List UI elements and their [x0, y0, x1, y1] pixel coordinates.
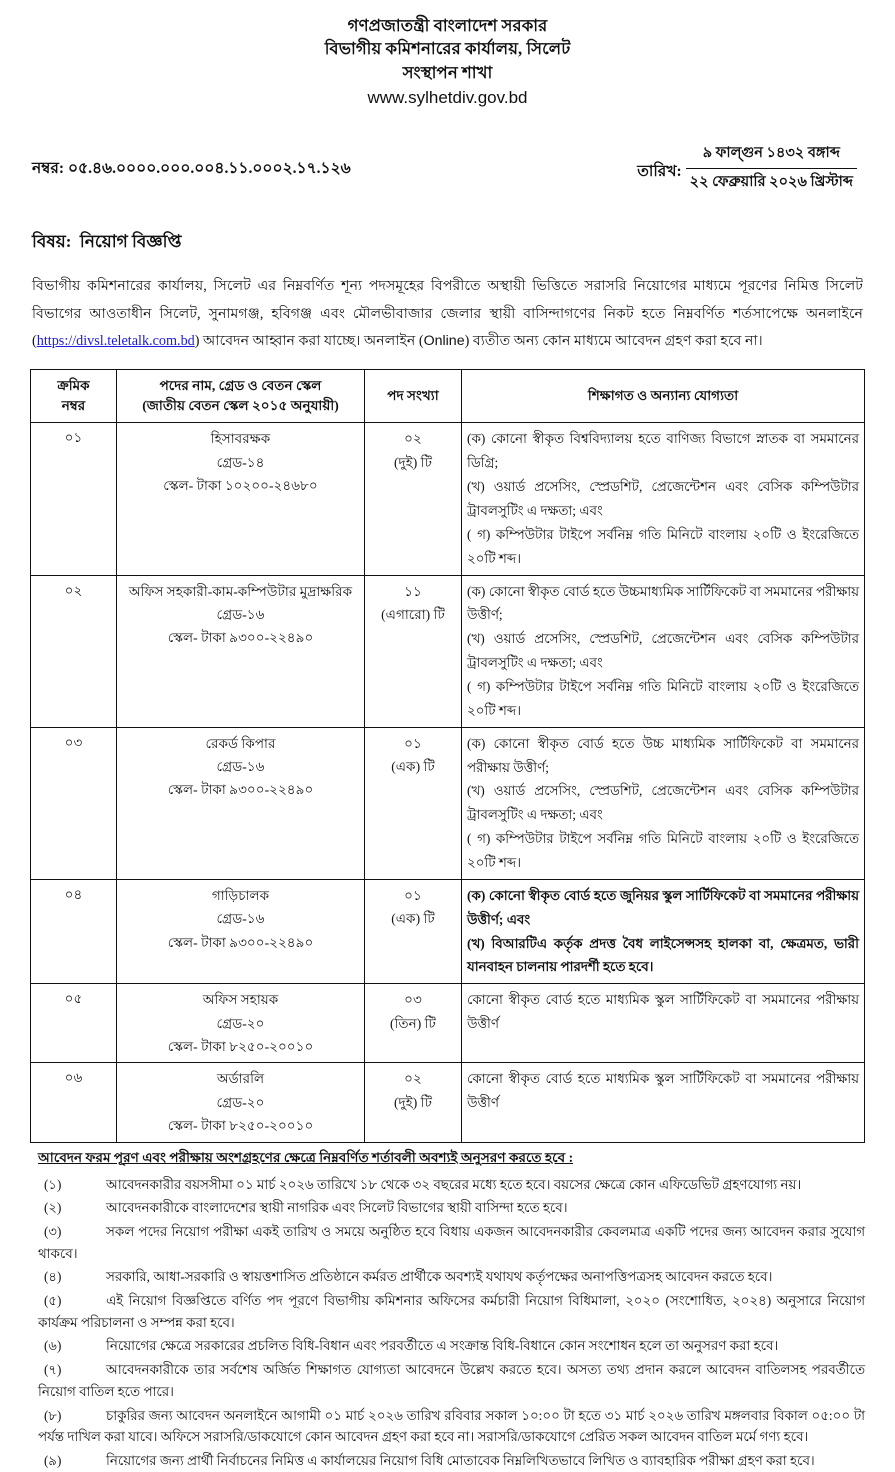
- col-header-post: [117, 370, 365, 423]
- letterhead: [30, 0, 865, 110]
- application-portal-link[interactable]: https://divsl.teletalk.com.bd: [36, 332, 195, 349]
- memo-date-stack: [686, 142, 857, 195]
- post-scale: স্কেল- টাকা ৮২৫০-২০০১০: [167, 1039, 314, 1055]
- table-row: [31, 727, 865, 879]
- condition-number: (৭): [44, 1362, 62, 1378]
- cell-serial: ০৩: [31, 727, 117, 879]
- memo-date-gregorian: ২২ ফেব্রুয়ারি ২০২৬ খ্রিস্টাব্দ: [689, 174, 853, 191]
- count-count-num: ০১: [404, 735, 422, 751]
- condition-number: (৪): [44, 1269, 62, 1285]
- qualification-item: (ক) কোনো স্বীকৃত বিশ্ববিদ্যালয় হতে বাণিজ্য বিভাগে স্নাতক বা সমমানের ডিগ্রি;: [467, 431, 859, 471]
- subject-line: [30, 229, 865, 257]
- table-row: [31, 423, 865, 575]
- post-scale: স্কেল- টাকা ৯৩০০-২২৪৯০: [167, 630, 314, 646]
- qualification-item: (খ) বিআরটিএ কর্তৃক প্রদত্ত বৈধ লাইসেন্সসহ হালকা বা, ক্ষেত্রমত, ভারী যানবাহন চালনায় পারদর্শী হতে হবে।: [467, 935, 859, 975]
- memo-number: [32, 142, 351, 182]
- condition-number: (৫): [44, 1293, 62, 1309]
- condition-number: (৮): [44, 1407, 62, 1423]
- intro-part3: ) ব্যতীত অন্য কোন মাধ্যমে আবেদন গ্রহণ করা হবে না।: [464, 332, 763, 349]
- cell-post: [117, 984, 365, 1063]
- count-count-word: (তিন) টি: [390, 1015, 436, 1031]
- cell-qualification: [462, 1063, 865, 1142]
- condition-number: (৩): [44, 1223, 62, 1239]
- cell-qualification: [462, 423, 865, 575]
- condition-text: সরকারি, আধা-সরকারি ও স্বায়ত্তশাসিত প্রতিষ্ঠানে কর্মরত প্রার্থীকে অবশ্যই যথাযথ কর্তৃপক্ষের অনাপত্তিপত্রসহ আবেদন করতে হবে।: [106, 1269, 773, 1285]
- post-grade: গ্রেড-২০: [216, 1015, 265, 1031]
- post-scale: স্কেল- টাকা ৯৩০০-২২৪৯০: [167, 782, 314, 798]
- qualification-item: ( গ) কম্পিউটার টাইপে সর্বনিম্ন গতি মিনিটে বাংলায় ২০টি ও ইংরেজিতে ২০টি শব্দ।: [467, 526, 859, 566]
- qualification-item: ( গ) কম্পিউটার টাইপে সর্বনিম্ন গতি মিনিটে বাংলায় ২০টি ও ইংরেজিতে ২০টি শব্দ।: [467, 831, 859, 870]
- qualification-item: ( গ) কম্পিউটার টাইপে সর্বনিম্ন গতি মিনিটে বাংলায় ২০টি ও ইংরেজিতে ২০টি শব্দ।: [467, 678, 859, 718]
- cell-qualification: [462, 984, 865, 1063]
- vacancy-table: [30, 369, 865, 1142]
- count-count-num: ১১: [404, 583, 422, 599]
- memo-number-value: ০৫.৪৬.০০০০.০০০.০০৪.১১.০০০২.১৭.১২৬: [67, 160, 351, 178]
- condition-text: সকল পদের নিয়োগ পরীক্ষা একই তারিখ ও সময়ে অনুষ্ঠিত হবে বিধায় একজন আবেদনকারীর কেবলমাত্র একটি পদের জন্য আবেদন করার সুযোগ থাকবে।: [38, 1223, 865, 1261]
- count-count-word: (দুই) টি: [394, 1094, 432, 1110]
- subject-label: বিষয়:: [32, 232, 72, 252]
- cell-count: [365, 727, 462, 879]
- post-post-name: হিসাবরক্ষক: [210, 431, 271, 447]
- count-count-num: ০২: [404, 431, 422, 447]
- count-count-num: ০১: [404, 887, 422, 903]
- qualification-item: (খ) ওয়ার্ড প্রসেসিং, স্প্রেডশিট, প্রেজেন্টেশন এবং বেসিক কম্পিউটার ট্রাবলসুটিং এ দক্ষতা; এবং: [467, 479, 859, 518]
- condition-text: নিয়োগের ক্ষেত্রে সরকারের প্রচলিত বিধি-বিধান এবং পরবর্তীতে এ সংক্রান্ত বিধি-বিধানে কোন সংশোধন হলে তা অনুসরণ করা হবে।: [106, 1338, 779, 1354]
- condition-text: এই নিয়োগ বিজ্ঞপ্তিতে বর্ণিত পদ পূরণে বিভাগীয় কমিশনার অফিসের কর্মচারী নিয়োগ বিধিমালা, ২০২০ (সংশোধিত, ২০২৪) অনুসারে নিয়োগ কার্যক্রম পরিচালনা ও সম্পন্ন করা হবে।: [38, 1293, 865, 1330]
- col-header-post-l2: (জাতীয় বেতন স্কেল ২০১৫ অনুযায়ী): [142, 398, 339, 414]
- col-header-serial-l1: ক্রমিক: [57, 377, 90, 393]
- cell-serial: ০৫: [31, 984, 117, 1063]
- cell-count: [365, 575, 462, 727]
- count-count-num: ০৩: [404, 992, 422, 1008]
- condition-item: [30, 1359, 865, 1402]
- condition-item: [30, 1290, 865, 1333]
- qualification-item: কোনো স্বীকৃত বোর্ড হতে মাধ্যমিক স্কুল সার্টিফিকেট বা সমমানের পরীক্ষায় উত্তীর্ণ: [467, 992, 859, 1032]
- post-post-name: অর্ডারলি: [216, 1071, 265, 1087]
- post-scale: স্কেল- টাকা ১০২০০-২৪৬৮০: [163, 478, 318, 494]
- col-header-serial: [31, 370, 117, 423]
- count-count-num: ০২: [404, 1071, 422, 1087]
- cell-qualification: [462, 727, 865, 879]
- cell-serial: ০৬: [31, 1063, 117, 1142]
- cell-qualification: [462, 879, 865, 983]
- post-post-name: অফিস সহকারী-কাম-কম্পিউটার মুদ্রাক্ষরিক: [128, 583, 353, 599]
- condition-text: আবেদনকারীকে তার সর্বশেষ অর্জিত শিক্ষাগত যোগ্যতা আবেদনে উল্লেখ করতে হবে। অসত্য তথ্য প্রদান করলে আবেদন বাতিলসহ পরবর্তীতে নিয়োগ বাতিল হতে পারে।: [38, 1362, 865, 1399]
- branch-name: সংস্থাপন শাখা: [402, 62, 493, 82]
- table-header-row: [31, 370, 865, 423]
- condition-item: [30, 1221, 865, 1264]
- col-header-serial-l2: নম্বর: [61, 398, 86, 414]
- cell-count: [365, 984, 462, 1063]
- col-header-qualification: শিক্ষাগত ও অন্যান্য যোগ্যতা: [462, 370, 865, 423]
- memo-line: [30, 142, 865, 195]
- post-post-name: রেকর্ড কিপার: [205, 735, 276, 751]
- website-url: www.sylhetdiv.gov.bd: [367, 88, 528, 108]
- online-word: Online: [423, 332, 465, 349]
- count-count-word: (এক) টি: [391, 759, 435, 775]
- cell-count: [365, 879, 462, 983]
- intro-part1: বিভাগীয় কমিশনারের কার্যালয়, সিলেট এর নিম্নবর্ণিত শূন্য পদসমূহের বিপরীতে অস্থায়ী ভিত্তিতে সরাসরি নিয়োগের মাধ্যমে পূরণের নিমিত্ত সিলেট বিভাগের আওতাধীন সিলেট, সুনামগঞ্জ, হবিগঞ্জ এবং মৌলভীবাজার জেলার স্থায়ী বাসিন্দাগণের নিকট হতে নিম্নবর্ণিত শর্তসাপেক্ষে অনলাইনে (: [32, 278, 863, 349]
- post-grade: গ্রেড-১৬: [216, 911, 265, 927]
- qualification-item: (খ) ওয়ার্ড প্রসেসিং, স্প্রেডশিট, প্রেজেন্টেশন এবং বেসিক কম্পিউটার ট্রাবলসুটিং এ দক্ষতা; এবং: [467, 783, 859, 823]
- count-count-word: (এক) টি: [391, 911, 435, 927]
- condition-item: [30, 1405, 865, 1448]
- qualification-item: (ক) কোনো স্বীকৃত বোর্ড হতে উচ্চমাধ্যমিক সার্টিফিকেট বা সমমানের পরীক্ষায় উত্তীর্ণ;: [467, 583, 859, 623]
- vacancy-table-body: [31, 423, 865, 1142]
- conditions-heading: আবেদন ফরম পূরণ এবং পরীক্ষায় অংশগ্রহণের ক্ষেত্রে নিম্নবর্ণিত শর্তাবলী অবশ্যই অনুসরণ করতে হবে :: [38, 1149, 574, 1165]
- intro-part2: ) আবেদন আহ্বান করা যাচ্ছে। অনলাইন (: [194, 332, 424, 349]
- cell-post: [117, 879, 365, 983]
- cell-count: [365, 1063, 462, 1142]
- condition-text: নিয়োগের জন্য প্রার্থী নির্বাচনের নিমিত্ত এ কার্যালয়ের নিয়োগ বিধি মোতাবেক নিম্নলিখিতভাবে লিখিত ও ব্যাবহারিক পরীক্ষা গ্রহণ করা হবে।: [106, 1452, 815, 1468]
- table-row: [31, 1063, 865, 1142]
- govt-name: গণপ্রজাতন্ত্রী বাংলাদেশ সরকার: [347, 16, 548, 35]
- cell-post: [117, 1063, 365, 1142]
- condition-text: চাকুরির জন্য আবেদন অনলাইনে আগামী ০১ মার্চ ২০২৬ তারিখ রবিবার সকাল ১০:০০ টা হতে ৩১ মার্চ ২০২৬ তারিখ মঙ্গলবার বিকাল ০৫:০০ টা পর্যন্ত দাখিল করা যাবে। অফিসে সরাসরি/ডাকযোগে কোন আবেদন গ্রহণ করা হবে না। সরাসরি/ডাকযোগে প্রেরিত সকল আবেদন বাতিল মর্মে গণ্য হবে।: [38, 1407, 865, 1445]
- condition-text: আবেদনকারীকে বাংলাদেশের স্থায়ী নাগরিক এবং সিলেট বিভাগের স্থায়ী বাসিন্দা হতে হবে।: [106, 1200, 568, 1216]
- cell-post: [117, 423, 365, 575]
- cell-serial: ০১: [31, 423, 117, 575]
- post-grade: গ্রেড-১৬: [216, 606, 265, 622]
- table-row: [31, 984, 865, 1063]
- col-header-post-l1: পদের নাম, গ্রেড ও বেতন স্কেল: [159, 377, 322, 393]
- condition-number: (৯): [44, 1452, 62, 1468]
- qualification-item: (ক) কোনো স্বীকৃত বোর্ড হতে উচ্চ মাধ্যমিক সার্টিফিকেট বা সমমানের পরীক্ষায় উত্তীর্ণ;: [467, 735, 859, 775]
- cell-count: [365, 423, 462, 575]
- col-header-count: পদ সংখ্যা: [365, 370, 462, 423]
- intro-paragraph: [30, 273, 865, 355]
- memo-date-bangla: ৯ ফাল্গুন ১৪৩২ বঙ্গাব্দ: [686, 142, 857, 169]
- cell-qualification: [462, 575, 865, 727]
- post-grade: গ্রেড-১৬: [216, 759, 265, 775]
- table-row: [31, 879, 865, 983]
- qualification-item: (ক) কোনো স্বীকৃত বোর্ড হতে জুনিয়র স্কুল সার্টিফিকেট বা সমমানের পরীক্ষায় উত্তীর্ণ; এবং: [467, 887, 859, 927]
- post-grade: গ্রেড-২০: [216, 1094, 265, 1110]
- cell-post: [117, 727, 365, 879]
- count-count-word: (এগারো) টি: [381, 606, 445, 622]
- condition-item: [30, 1266, 865, 1288]
- condition-number: (৬): [44, 1338, 62, 1354]
- qualification-item: কোনো স্বীকৃত বোর্ড হতে মাধ্যমিক স্কুল সার্টিফিকেট বা সমমানের পরীক্ষায় উত্তীর্ণ: [467, 1071, 859, 1111]
- cell-serial: ০৪: [31, 879, 117, 983]
- qualification-item: (খ) ওয়ার্ড প্রসেসিং, স্প্রেডশিট, প্রেজেন্টেশন এবং বেসিক কম্পিউটার ট্রাবলসুটিং এ দক্ষতা; এবং: [467, 631, 859, 671]
- office-name: বিভাগীয় কমিশনারের কার্যালয়, সিলেট: [324, 39, 571, 59]
- post-grade: গ্রেড-১৪: [216, 454, 265, 470]
- condition-item: [30, 1174, 865, 1196]
- condition-text: আবেদনকারীর বয়সসীমা ০১ মার্চ ২০২৬ তারিখে ১৮ থেকে ৩২ বছরের মধ্যে হতে হবে। বয়সের ক্ষেত্রে কোন এফিডেভিট গ্রহণযোগ্য নয়।: [106, 1176, 802, 1192]
- table-row: [31, 575, 865, 727]
- memo-date: [637, 142, 857, 195]
- condition-item: [30, 1450, 865, 1472]
- memo-number-label: নম্বর:: [32, 160, 65, 178]
- condition-item: [30, 1197, 865, 1219]
- subject-text: নিয়োগ বিজ্ঞপ্তি: [79, 232, 182, 252]
- post-post-name: অফিস সহায়ক: [202, 992, 279, 1008]
- count-count-word: (দুই) টি: [394, 454, 432, 470]
- memo-date-label: তারিখ:: [637, 162, 682, 180]
- post-scale: স্কেল- টাকা ৮২৫০-২০০১০: [167, 1118, 314, 1134]
- post-post-name: গাড়িচালক: [211, 887, 270, 903]
- condition-item: [30, 1335, 865, 1357]
- cell-post: [117, 575, 365, 727]
- post-scale: স্কেল- টাকা ৯৩০০-২২৪৯০: [167, 934, 314, 950]
- cell-serial: ০২: [31, 575, 117, 727]
- condition-number: (১): [44, 1176, 62, 1192]
- condition-number: (২): [44, 1200, 62, 1216]
